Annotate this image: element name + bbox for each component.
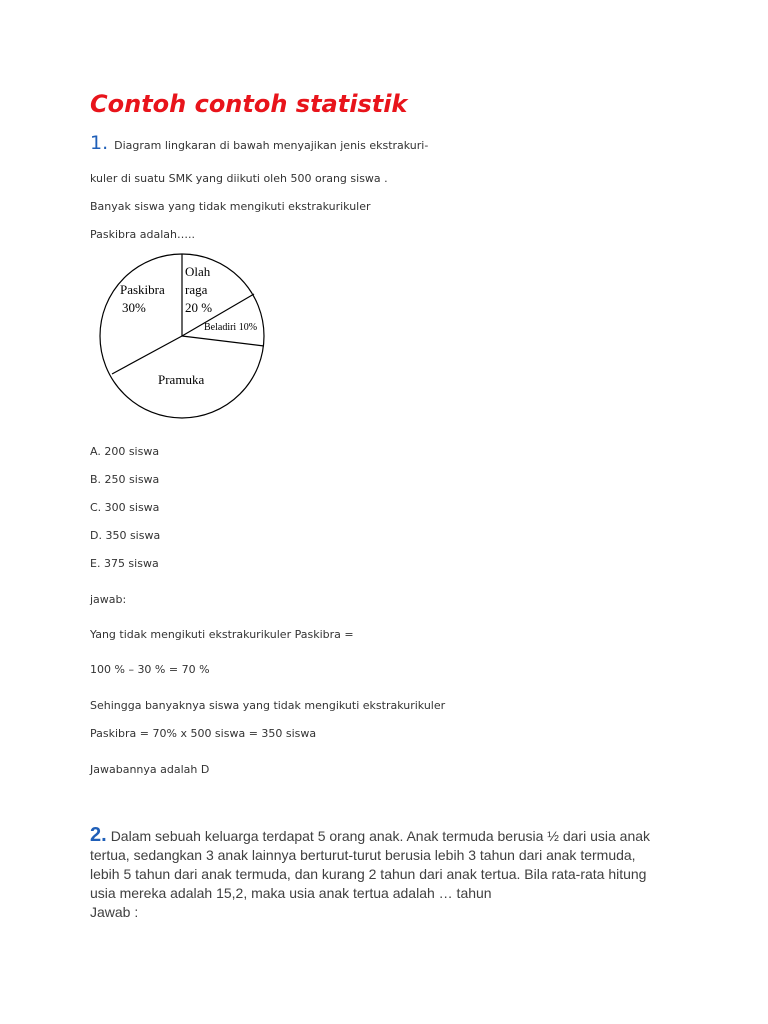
- q2-text-line-1: Dalam sebuah keluarga terdapat 5 orang anak. Anak termuda berusia ½ dari usia anak: [110, 828, 651, 844]
- q1-answer-heading: jawab:: [90, 593, 127, 606]
- q1-text-line-2: kuler di suatu SMK yang diikuti oleh 500 orang siswa .: [90, 172, 388, 185]
- q1-option-a: A. 200 siswa: [90, 445, 160, 458]
- q1-text-line-1: Diagram lingkaran di bawah menyajikan jenis ekstrakuri-: [114, 139, 429, 152]
- pie-label-pramuka: Pramuka: [158, 372, 205, 387]
- pie-chart-figure: [90, 248, 280, 420]
- q1-option-b: B. 250 siswa: [90, 473, 160, 486]
- q1-answer-line-2: 100 % – 30 % = 70 %: [90, 663, 210, 676]
- pie-divider-beladiri: [182, 336, 264, 346]
- q2-line-2: tertua, sedangkan 3 anak lainnya berturut-turut berusia lebih 3 tahun dari anak termuda,: [90, 847, 636, 863]
- q1-answer-line-1: Yang tidak mengikuti ekstrakurikuler Paskibra =: [90, 628, 354, 641]
- pie-label-olahraga-pct: 20 %: [185, 300, 213, 315]
- pie-label-beladiri: Beladiri 10%: [204, 322, 258, 333]
- q1-option-e: E. 375 siswa: [90, 557, 159, 570]
- q1-intro-line-1: [90, 132, 429, 154]
- q1-answer-line-4: Paskibra = 70% x 500 siswa = 350 siswa: [90, 727, 317, 740]
- q2-line-1: [90, 826, 740, 846]
- q2-number: 2.: [90, 824, 107, 846]
- q2-line-3: lebih 5 tahun dari anak termuda, dan kurang 2 tahun dari anak tertua. Bila rata-rata hitung: [90, 866, 647, 882]
- pie-label-paskibra: Paskibra: [120, 282, 165, 297]
- q2-paragraph: [90, 826, 740, 922]
- q1-text-line-4: Paskibra adalah…..: [90, 228, 196, 241]
- q1-answer-line-3: Sehingga banyaknya siswa yang tidak mengikuti ekstrakurikuler: [90, 699, 446, 712]
- page-title: Contoh contoh statistik: [90, 90, 408, 118]
- q1-option-d: D. 350 siswa: [90, 529, 161, 542]
- q1-number: 1.: [90, 132, 109, 154]
- q1-option-c: C. 300 siswa: [90, 501, 160, 514]
- pie-label-paskibra-pct: 30%: [122, 300, 146, 315]
- pie-label-olahraga-2: raga: [185, 282, 208, 297]
- q2-line-4: usia mereka adalah 15,2, maka usia anak tertua adalah … tahun: [90, 885, 492, 901]
- pie-divider-pramuka: [112, 336, 182, 374]
- q1-text-line-3: Banyak siswa yang tidak mengikuti ekstrakurikuler: [90, 200, 371, 213]
- q2-line-5: Jawab :: [90, 904, 139, 920]
- pie-label-olahraga-1: Olah: [185, 264, 211, 279]
- q1-answer-line-5: Jawabannya adalah D: [90, 763, 210, 776]
